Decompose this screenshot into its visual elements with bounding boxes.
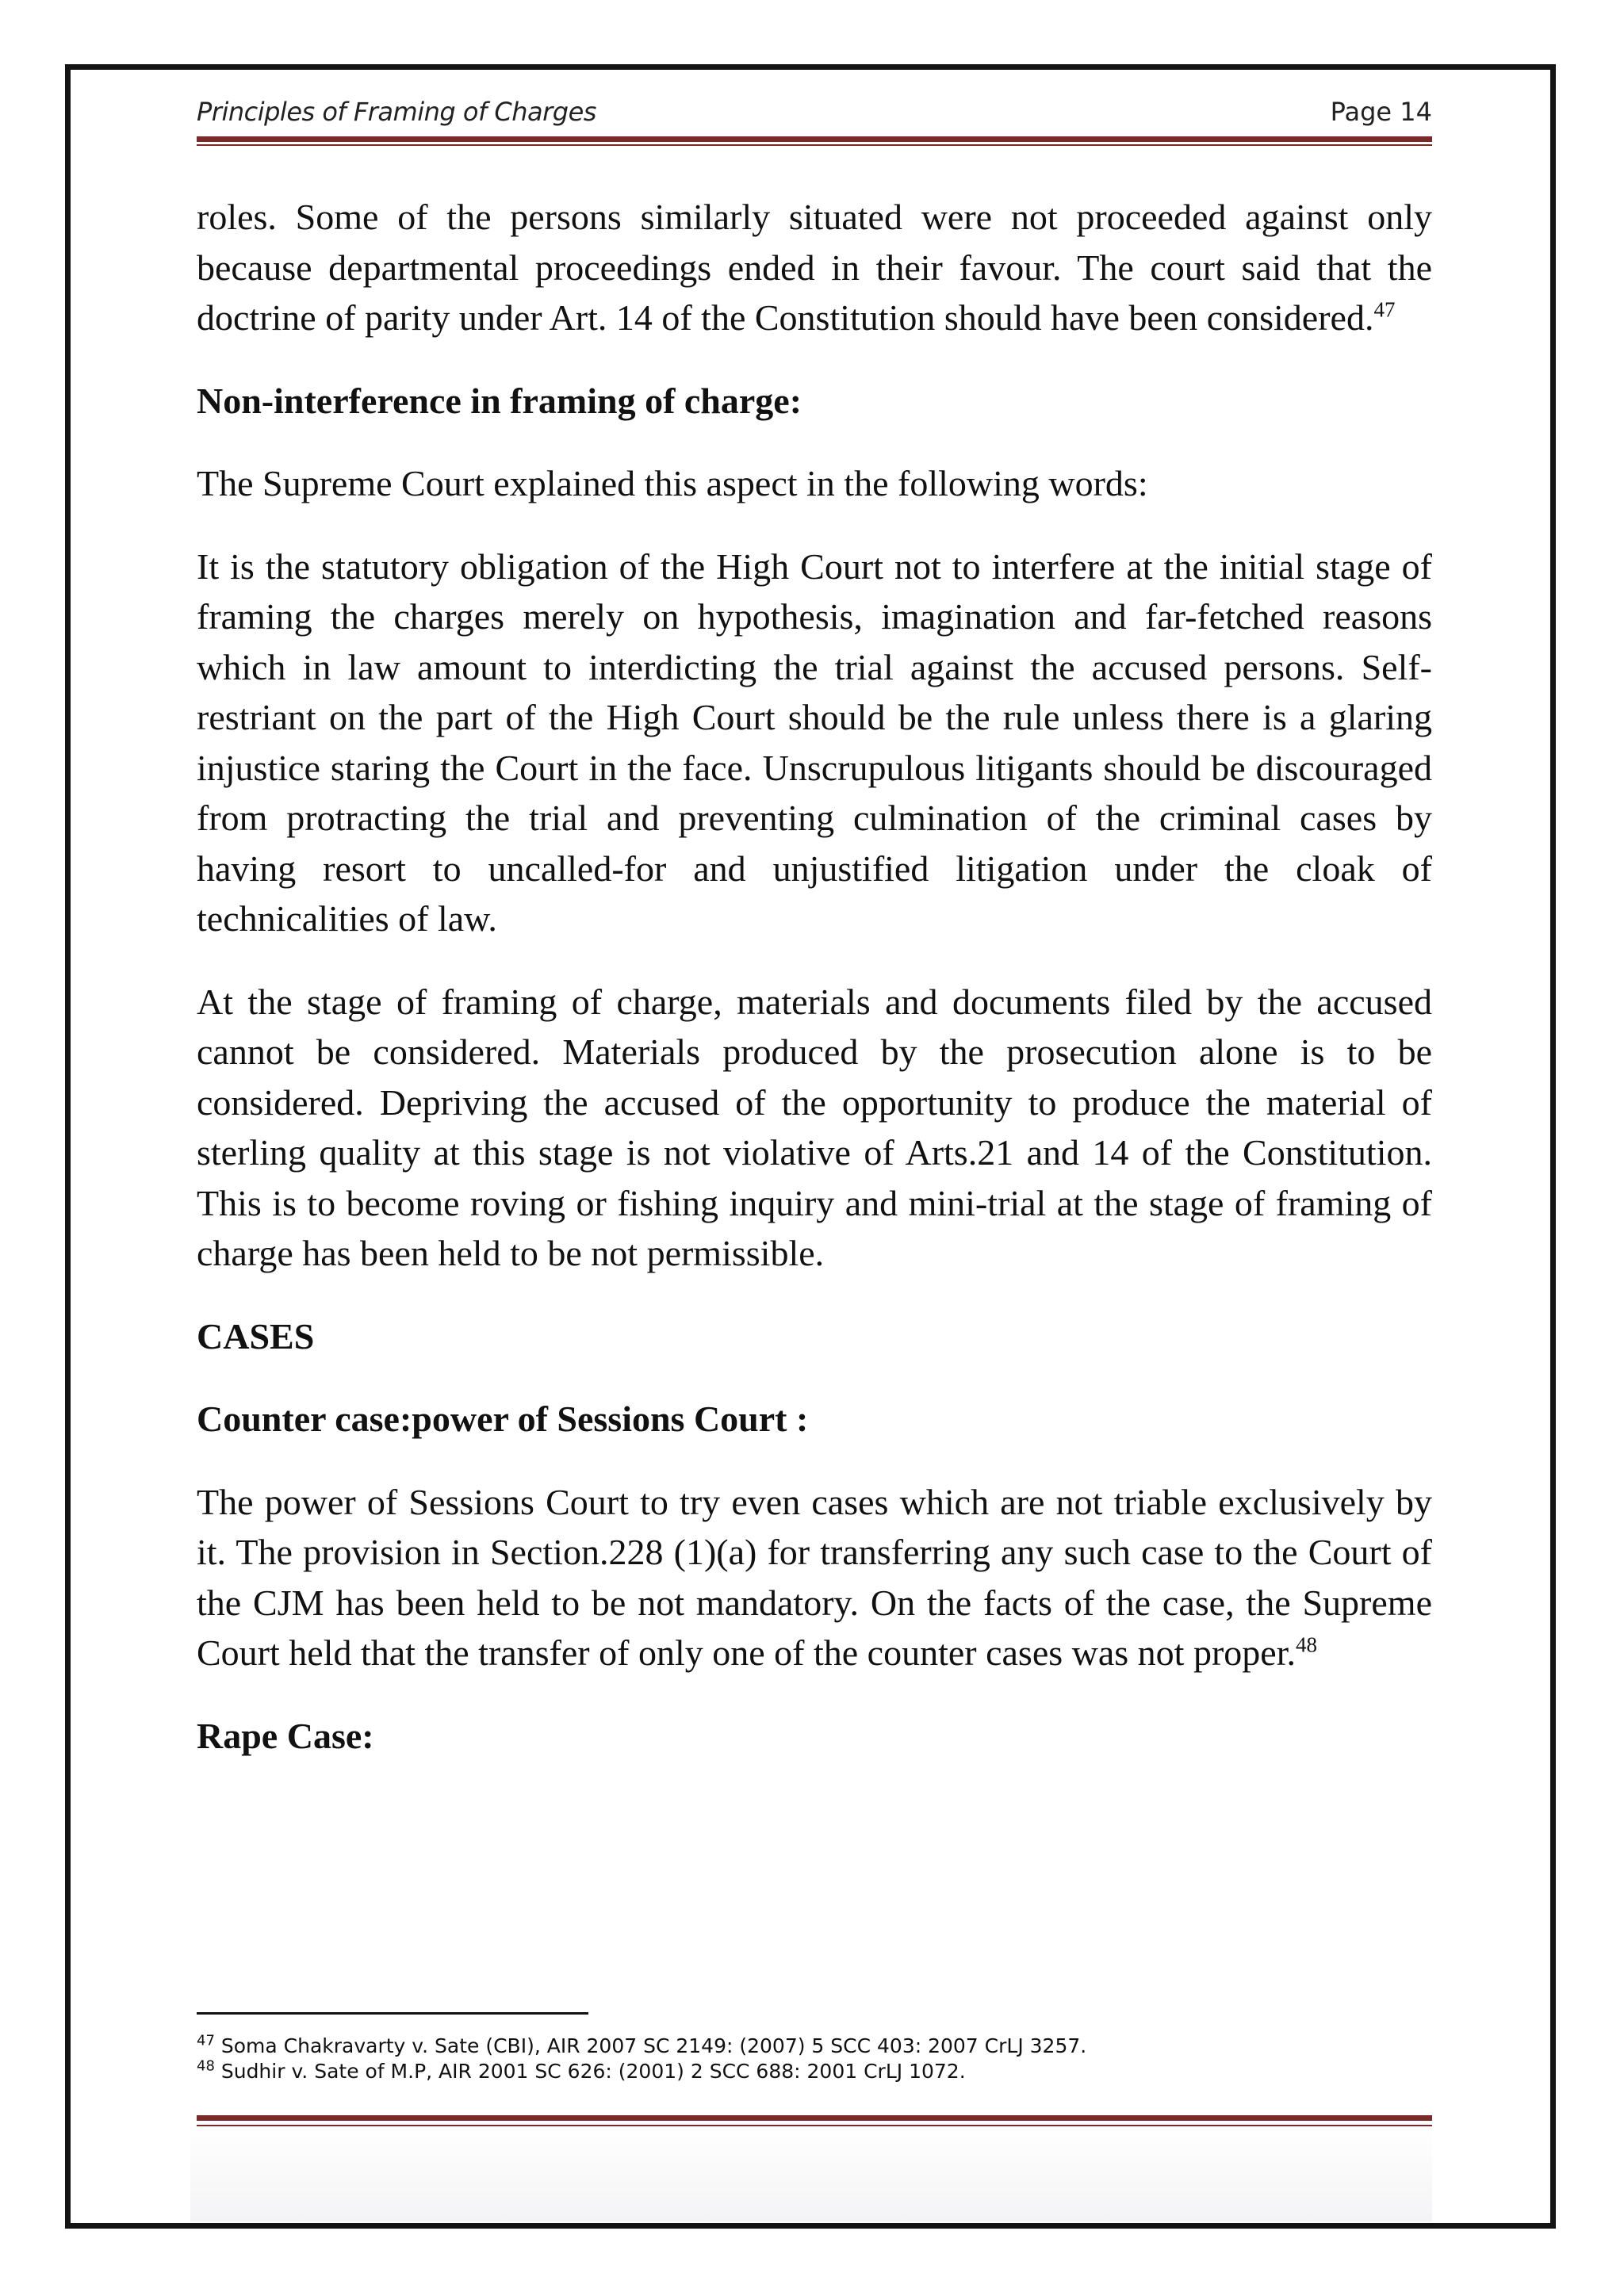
footnotes [197,2034,1432,2084]
header-rule-thin [197,144,1432,146]
page-header [197,97,1432,133]
page-number: Page 14 [1330,97,1432,127]
section-heading: Counter case:power of Sessions Court : [197,1399,809,1439]
paragraph: The Supreme Court explained this aspect in the following words: [197,463,1148,503]
paragraph [197,192,1432,343]
paragraph-text: The power of Sessions Court to try even cases which are not triable exclusively by it. The provision in Section.228 (1)(a) for transferring any such case to the Court of the CJM has been held to be not mandatory. On the facts of the case, the Supreme Court held that the transfer of only one of the counter cases was not proper. [197,1481,1432,1673]
main-content [197,192,1432,1793]
header-rule-thick [197,136,1432,142]
footnote-separator [197,2012,588,2015]
footer-area [190,2125,1432,2221]
paragraph-text: roles. Some of the persons similarly situated were not proceeded against only because departmental proceedings ended in their favour. The court said that the doctrine of parity under Art. 14 of the Constitution should have been considered. [197,197,1432,338]
section-heading: CASES [197,1315,315,1357]
footer-rule-thick [197,2115,1432,2121]
paragraph: At the stage of framing of charge, materials and documents filed by the accused cannot be considered. Materials produced by the prosecution alone is to be considered. Depriving the accused of the opportunity to produce the material of sterling quality at this stage is not violative of Arts.21 and 14 of the Constitution. This is to become roving or fishing inquiry and mini-trial at the stage of framing of charge has been held to be not permissible. [197,981,1432,1273]
footer-rule-thin [197,2125,1432,2126]
section-heading: Rape Case: [197,1715,374,1756]
footnote-ref: 48 [1295,1632,1317,1657]
paragraph [197,1477,1432,1678]
footnote-text: Sudhir v. Sate of M.P, AIR 2001 SC 626: (2001) 2 SCC 688: 2001 CrLJ 1072. [214,2060,966,2083]
running-title: Principles of Framing of Charges [197,97,596,127]
section-heading: Non-interference in framing of charge: [197,380,802,421]
quoted-paragraph: It is the statutory obligation of the High Court not to interfere at the initial stage of framing the charges merely on hypothesis, imagination and far-fetched reasons which in law amount to interdicting the trial against the accused persons. Self-restriant on the part of the High Court should be the rule unless there is a glaring injustice staring the Court in the face. Unscrupulous litigants should be discouraged from protracting the trial and preventing culmination of the criminal cases by having resort to uncalled-for and unjustified litigation under the cloak of technicalities of law. [197,545,1432,939]
footnote [197,2059,1432,2084]
footnote-number: 48 [197,2057,215,2075]
footnote-ref: 47 [1373,297,1396,322]
footnote-number: 47 [197,2032,215,2049]
footnote [197,2034,1432,2059]
footnote-text: Soma Chakravarty v. Sate (CBI), AIR 2007 SC 2149: (2007) 5 SCC 403: 2007 CrLJ 3257. [214,2034,1087,2057]
